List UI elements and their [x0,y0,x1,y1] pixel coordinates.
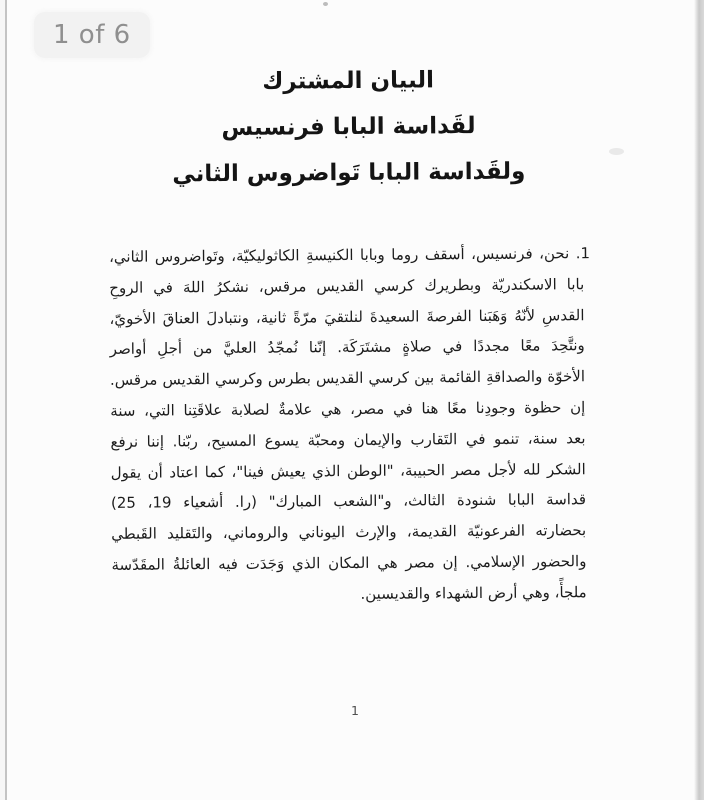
page-edge-left [0,0,7,800]
body-line: بعد سنة، تنمو في التَقارب والإيمان ومحبّة يسوع المسيح، ربّنا. إننا نرفع [110,428,586,451]
document-title-line: البيان المشترك [262,67,435,95]
body-line: قداسة البابا شنودة الثالث، و"الشعب المبارك" (را. أشعياء 19، 25) [110,490,587,513]
paragraph-1 [109,238,593,611]
scan-artifact-smudge [609,148,624,155]
page-indicator-label: 1 of 6 [53,20,131,50]
body-line: القدسِ لأنّهُ وَهَبَنا الفرصةَ السعيدةَ لنلتقيَ مرّةً ثانية، ونتبادلَ العناقَ الأخويّ، [109,305,585,328]
body-line: الأخوّة والصداقةِ القائمة بين كرسي القديس بطرس وكرسي القديس مرقس. [109,367,586,390]
page-footer-number: 1 [351,703,359,718]
body-line: ملجأً، وهي أرض الشهداء والقديسين. [360,582,587,603]
document-page[interactable] [107,0,594,762]
body-line: ونتَّحِدَ معًا مجددًا في صلاةٍ مشتَرَكَة. إنّنا نُمجّدُ العليَّ من أجلِ أواصر [109,336,585,359]
body-line: الشكر لله لأجل مصر الحبيبة، "الوطن الذي يعيش فينا"، كما اعتاد أن يقول [110,459,586,482]
body-line: والحضور الإسلامي. إن مصر هي المكان الذي وَجَدَت فيه العائلةُ المقَدّسة [111,552,587,574]
document-title-line: ولقَداسة البابا تَواضروس الثاني [172,158,526,188]
body-line: إن حظوة وجودِنا معًا هنا في مصر، هي علامةٌ لصلابة علاقَتِنا التي، سنة [110,398,586,420]
page-edge-right [694,0,704,800]
body-line: 1. نحن، فرنسيس، أسقف روما وبابا الكنيسةِ الكاثوليكيّة، وتَواضروس الثاني، [108,244,591,266]
body-line: بحضارته الفرعونيّة القديمة، والإرث اليوناني والروماني، والتَقليد القَبطي [111,521,587,544]
document-title-line: لقَداسة البابا فرنسيس [221,113,476,142]
document-title [107,56,589,198]
body-line: بابا الاسكندريّة وبطريرك كرسي القديس مرقس، نشكرُ اللهَ في الروحِ [109,274,585,297]
